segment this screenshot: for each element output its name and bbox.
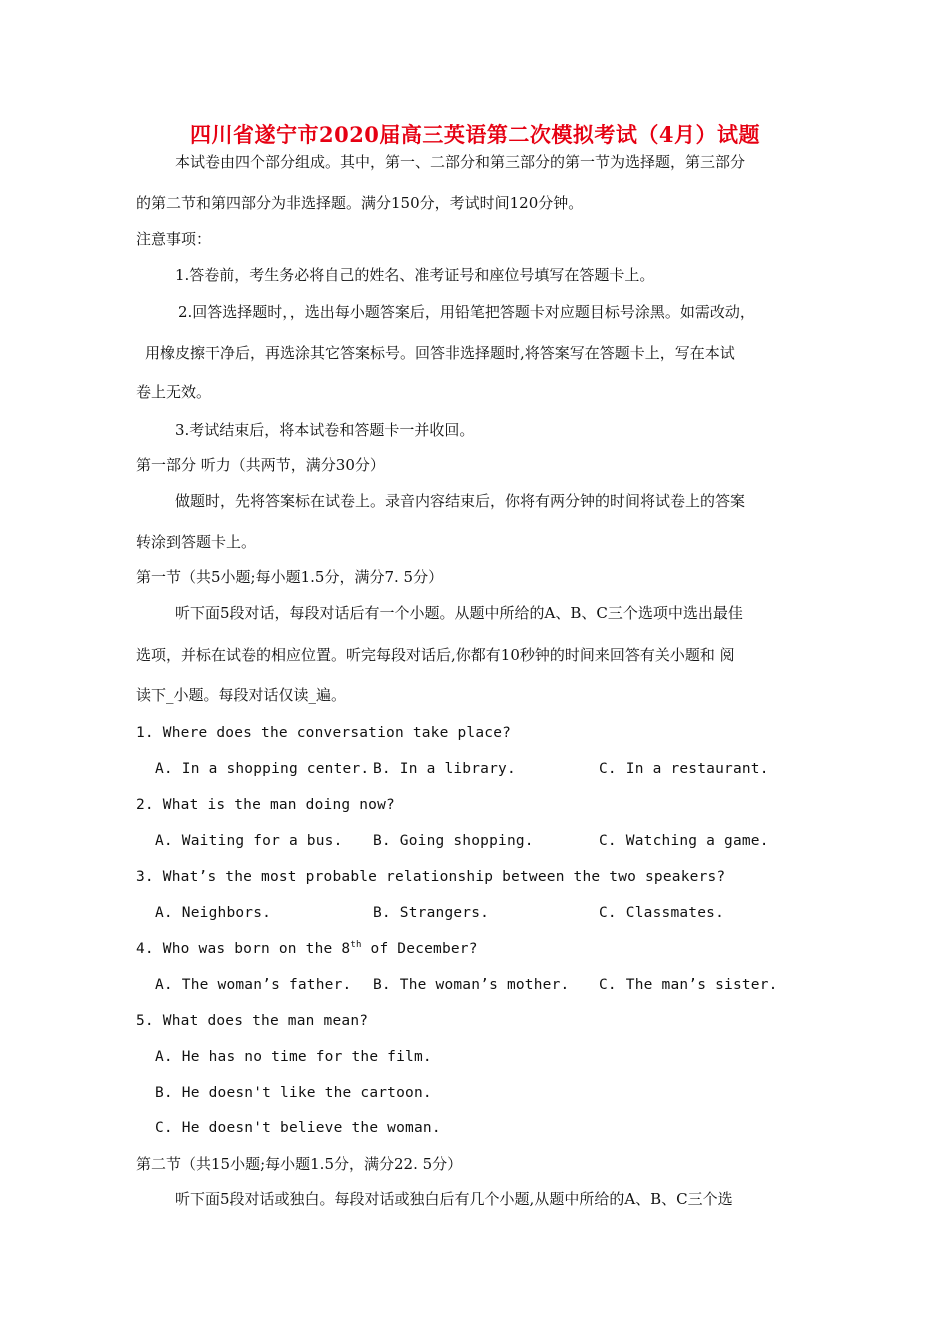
question-3-option-c: C. Classmates. bbox=[599, 905, 725, 921]
notice-item-2-line-2: 用橡皮擦干净后，再选涂其它答案标号。回答非选择题时,将答案写在答题卡上，写在本试 bbox=[145, 344, 735, 362]
question-5-option-b: B. He doesn't like the cartoon. bbox=[155, 1085, 432, 1101]
part1-instruction-line-1: 做题时，先将答案标在试卷上。录音内容结束后，你将有两分钟的时间将试卷上的答案 bbox=[175, 492, 746, 510]
question-3-option-b: B. Strangers. bbox=[373, 905, 490, 921]
part1-instruction-line-2: 转涂到答题卡上。 bbox=[136, 533, 257, 551]
question-3-option-a: A. Neighbors. bbox=[155, 905, 272, 921]
section1-instruction-line-2: 选项，并标在试卷的相应位置。听完每段对话后,你都有10秒钟的时间来回答有关小题和 阅 bbox=[136, 646, 735, 664]
question-4-option-b: B. The woman’s mother. bbox=[373, 977, 570, 993]
question-5-stem: 5. What does the man mean? bbox=[136, 1013, 369, 1029]
intro-line-1: 本试卷由四个部分组成。其中，第一、二部分和第三部分的第一节为选择题，第三部分 bbox=[175, 153, 746, 171]
question-5-option-a: A. He has no time for the film. bbox=[155, 1049, 432, 1065]
question-3-stem: 3. What’s the most probable relationship between the two speakers? bbox=[136, 869, 726, 885]
section1-instruction-line-3: 读下_小题。每段对话仅读_遍。 bbox=[136, 686, 347, 704]
question-4-stem-text: 4. Who was born on the 8 bbox=[136, 941, 351, 957]
notice-item-3: 3.考试结束后，将本试卷和答题卡一并收回。 bbox=[175, 421, 475, 439]
intro-line-2: 的第二节和第四部分为非选择题。满分150分，考试时间120分钟。 bbox=[136, 194, 584, 212]
section2-instruction-line-1: 听下面5段对话或独白。每段对话或独白后有几个小题,从题中所给的A、B、C三个选 bbox=[175, 1190, 733, 1208]
section1-heading: 第一节（共5小题;每小题1.5分，满分7. 5分） bbox=[136, 568, 444, 586]
section1-instruction-line-1: 听下面5段对话，每段对话后有一个小题。从题中所给的A、B、C三个选项中选出最佳 bbox=[175, 604, 743, 622]
question-5-option-c: C. He doesn't believe the woman. bbox=[155, 1120, 441, 1136]
notice-item-2-line-1: 2.回答选择题时，，选出每小题答案后，用铅笔把答题卡对应题目标号涂黑。如需改动， bbox=[178, 303, 755, 321]
question-4-ordinal-suffix: th bbox=[350, 940, 362, 951]
question-1-option-c: C. In a restaurant. bbox=[599, 761, 769, 777]
question-2-option-c: C. Watching a game. bbox=[599, 833, 769, 849]
section2-heading: 第二节（共15小题;每小题1.5分，满分22. 5分） bbox=[136, 1155, 463, 1173]
question-4-stem-tail: of December? bbox=[361, 941, 478, 957]
question-1-option-b: B. In a library. bbox=[373, 761, 516, 777]
part1-heading: 第一部分 听力（共两节，满分30分） bbox=[136, 456, 385, 474]
question-2-stem: 2. What is the man doing now? bbox=[136, 797, 395, 813]
notice-heading: 注意事项： bbox=[136, 230, 212, 248]
question-4-option-c: C. The man’s sister. bbox=[599, 977, 778, 993]
question-4-stem bbox=[136, 942, 478, 957]
question-2-option-b: B. Going shopping. bbox=[373, 833, 534, 849]
notice-item-1: 1.答卷前，考生务必将自己的姓名、准考证号和座位号填写在答题卡上。 bbox=[175, 266, 655, 284]
question-1-option-a: A. In a shopping center. bbox=[155, 761, 370, 777]
question-1-stem: 1. Where does the conversation take place? bbox=[136, 725, 512, 741]
notice-item-2-line-3: 卷上无效。 bbox=[136, 383, 212, 401]
question-4-option-a: A. The woman’s father. bbox=[155, 977, 352, 993]
question-2-option-a: A. Waiting for a bus. bbox=[155, 833, 343, 849]
exam-title: 四川省遂宁市2020届高三英语第二次模拟考试（4月）试题 bbox=[189, 122, 761, 147]
